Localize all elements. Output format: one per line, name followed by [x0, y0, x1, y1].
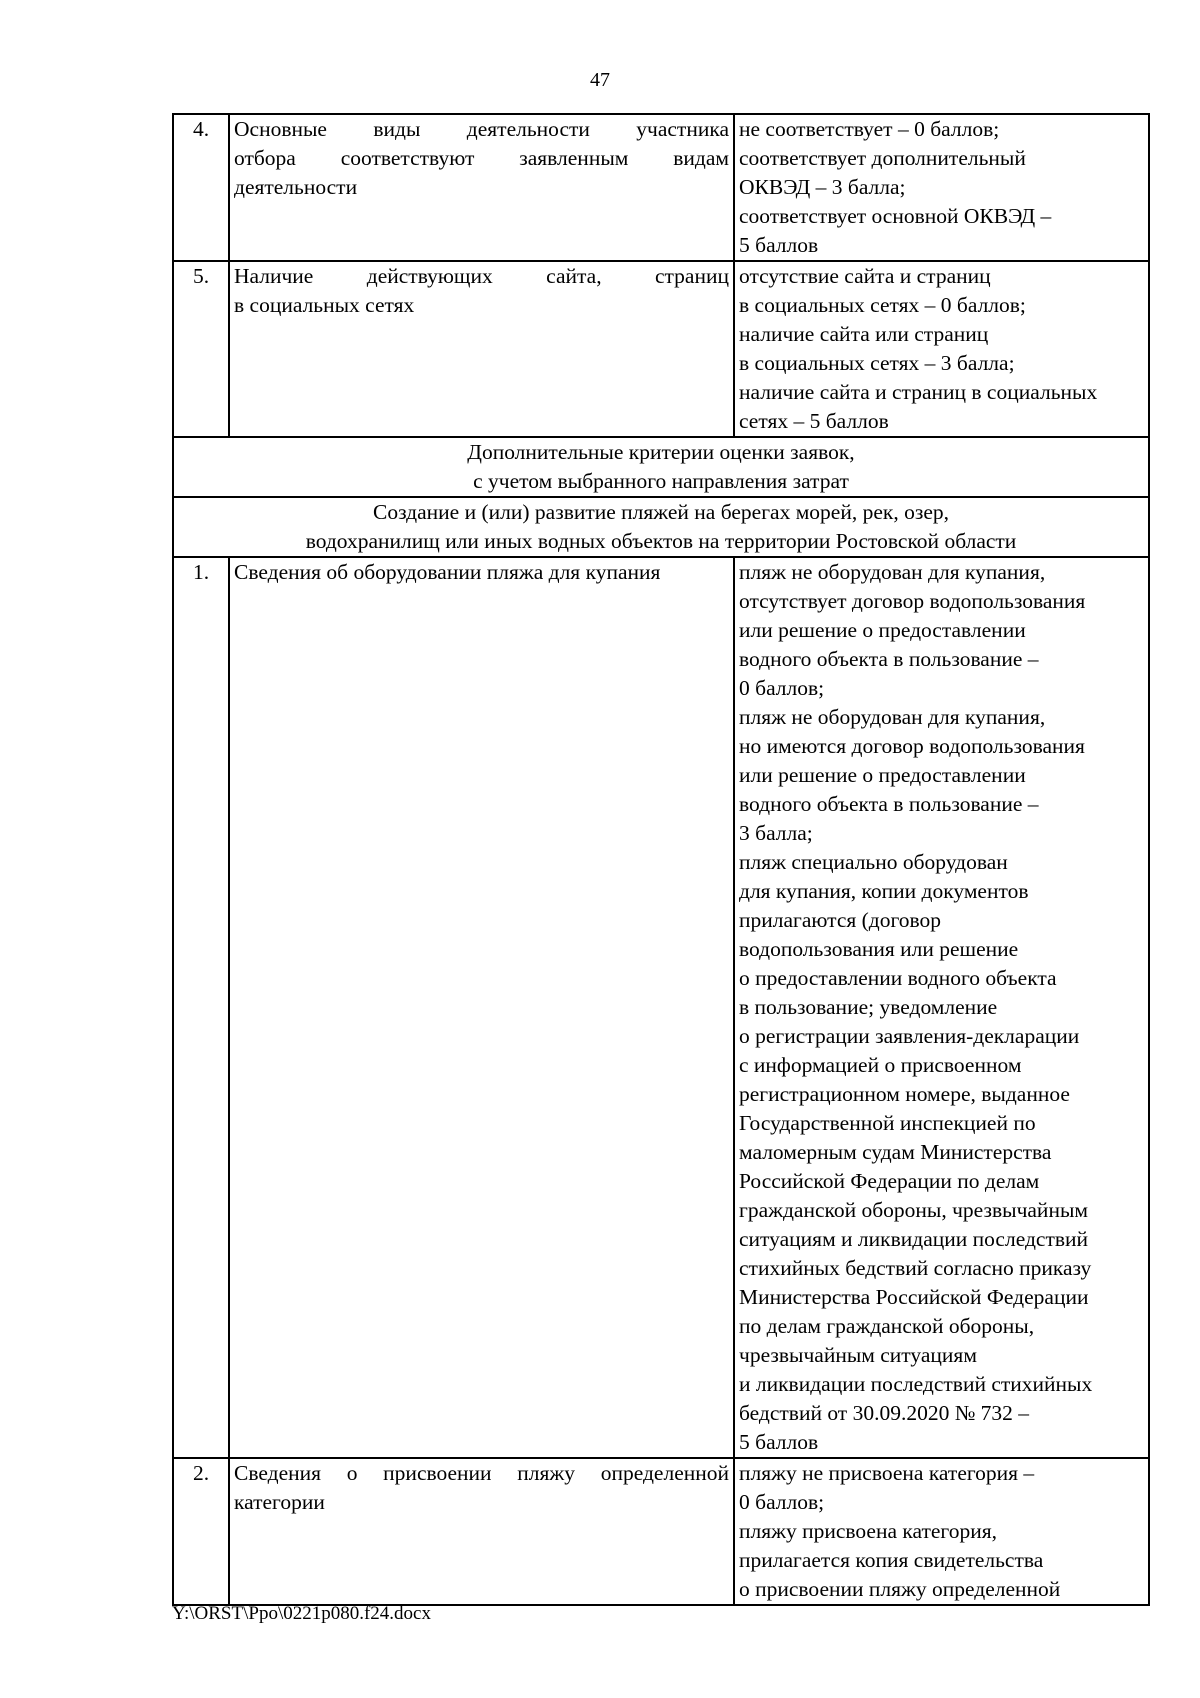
criterion-line: категории: [234, 1490, 325, 1514]
score-line: но имеются договор водопользования: [739, 734, 1085, 758]
criterion-line: Наличие действующих сайта, страниц: [234, 264, 729, 288]
section-heading-line: Дополнительные критерии оценки заявок,: [467, 440, 855, 464]
score-line: пляжу присвоена категория,: [739, 1519, 997, 1543]
row-number: 5.: [173, 261, 229, 437]
table-row: [173, 114, 1149, 261]
score-line: маломерным судам Министерства: [739, 1140, 1052, 1164]
score-line: водного объекта в пользование –: [739, 792, 1039, 816]
section-heading-line: водохранилищ или иных водных объектов на территории Ростовской области: [305, 529, 1017, 553]
row-number: 4.: [173, 114, 229, 261]
criterion-line: Основные виды деятельности участника: [234, 117, 729, 141]
score-line: о предоставлении водного объекта: [739, 966, 1057, 990]
score-line: прилагаются (договор: [739, 908, 942, 932]
criterion-line: деятельности: [234, 175, 358, 199]
score-line: 5 баллов: [739, 233, 819, 257]
score-line: пляж не оборудован для купания,: [739, 705, 1046, 729]
score-line: пляж не оборудован для купания,: [739, 560, 1046, 584]
score-line: 5 баллов: [739, 1430, 819, 1454]
score-line: для купания, копии документов: [739, 879, 1029, 903]
score-line: по делам гражданской обороны,: [739, 1314, 1035, 1338]
section-heading-beaches: [173, 497, 1149, 557]
score-line: бедствий от 30.09.2020 № 732 –: [739, 1401, 1029, 1425]
file-path-footer: Y:\ORST\Ppo\0221p080.f24.docx: [172, 1603, 431, 1624]
section-heading-line: Создание и (или) развитие пляжей на берегах морей, рек, озер,: [372, 500, 949, 524]
score-line: стихийных бедствий согласно приказу: [739, 1256, 1092, 1280]
score-line: о присвоении пляжу определенной: [739, 1577, 1061, 1601]
score-line: 3 балла;: [739, 821, 813, 845]
row-number: 2.: [173, 1458, 229, 1605]
score-line: и ликвидации последствий стихийных: [739, 1372, 1093, 1396]
score-line: водопользования или решение: [739, 937, 1019, 961]
score-line: наличие сайта или страниц: [739, 322, 989, 346]
table-row: [173, 1458, 1149, 1605]
score-line: или решение о предоставлении: [739, 763, 1026, 787]
score-line: Министерства Российской Федерации: [739, 1285, 1089, 1309]
score-line: или решение о предоставлении: [739, 618, 1026, 642]
score-cell: [734, 1458, 1149, 1605]
score-line: соответствует основной ОКВЭД –: [739, 204, 1052, 228]
criteria-table: [172, 113, 1150, 1606]
section-heading-additional-criteria: [173, 437, 1149, 497]
criterion-line: Сведения о присвоении пляжу определенной: [234, 1461, 729, 1485]
score-line: в пользование; уведомление: [739, 995, 998, 1019]
page-number: 47: [590, 69, 610, 91]
score-line: пляжу не присвоена категория –: [739, 1461, 1035, 1485]
score-line: не соответствует – 0 баллов;: [739, 117, 1000, 141]
score-line: пляж специально оборудован: [739, 850, 1008, 874]
section-heading-line: с учетом выбранного направления затрат: [473, 469, 849, 493]
score-line: в социальных сетях – 3 балла;: [739, 351, 1015, 375]
score-cell: [734, 557, 1149, 1458]
criterion-line: Сведения об оборудовании пляжа для купания: [234, 560, 661, 584]
score-line: 0 баллов;: [739, 1490, 825, 1514]
criterion-cell: [229, 1458, 734, 1605]
criterion-line: отбора соответствуют заявленным видам: [234, 146, 729, 170]
score-line: о регистрации заявления-декларации: [739, 1024, 1080, 1048]
score-line: соответствует дополнительный: [739, 146, 1026, 170]
score-line: чрезвычайным ситуациям: [739, 1343, 977, 1367]
score-line: с информацией о присвоенном: [739, 1053, 1022, 1077]
score-line: водного объекта в пользование –: [739, 647, 1039, 671]
section-row-beaches: [173, 497, 1149, 557]
score-line: ситуациям и ликвидации последствий: [739, 1227, 1089, 1251]
criterion-line: в социальных сетях: [234, 293, 415, 317]
table-body-top: [173, 114, 1149, 437]
criterion-cell: [229, 261, 734, 437]
score-line: прилагается копия свидетельства: [739, 1548, 1044, 1572]
score-line: Государственной инспекцией по: [739, 1111, 1036, 1135]
score-line: в социальных сетях – 0 баллов;: [739, 293, 1026, 317]
score-line: гражданской обороны, чрезвычайным: [739, 1198, 1088, 1222]
table-body-sections: [173, 437, 1149, 557]
score-line: отсутствие сайта и страниц: [739, 264, 991, 288]
score-cell: [734, 261, 1149, 437]
table-body-bottom: [173, 557, 1149, 1605]
table-row: [173, 261, 1149, 437]
score-line: наличие сайта и страниц в социальных: [739, 380, 1098, 404]
row-number: 1.: [173, 557, 229, 1458]
score-cell: [734, 114, 1149, 261]
score-line: ОКВЭД – 3 балла;: [739, 175, 906, 199]
score-line: Российской Федерации по делам: [739, 1169, 1040, 1193]
criterion-cell: [229, 114, 734, 261]
criterion-cell: [229, 557, 734, 1458]
score-line: сетях – 5 баллов: [739, 409, 889, 433]
score-line: регистрационном номере, выданное: [739, 1082, 1070, 1106]
score-line: 0 баллов;: [739, 676, 825, 700]
table-row: [173, 557, 1149, 1458]
section-row-additional-criteria: [173, 437, 1149, 497]
score-line: отсутствует договор водопользования: [739, 589, 1086, 613]
